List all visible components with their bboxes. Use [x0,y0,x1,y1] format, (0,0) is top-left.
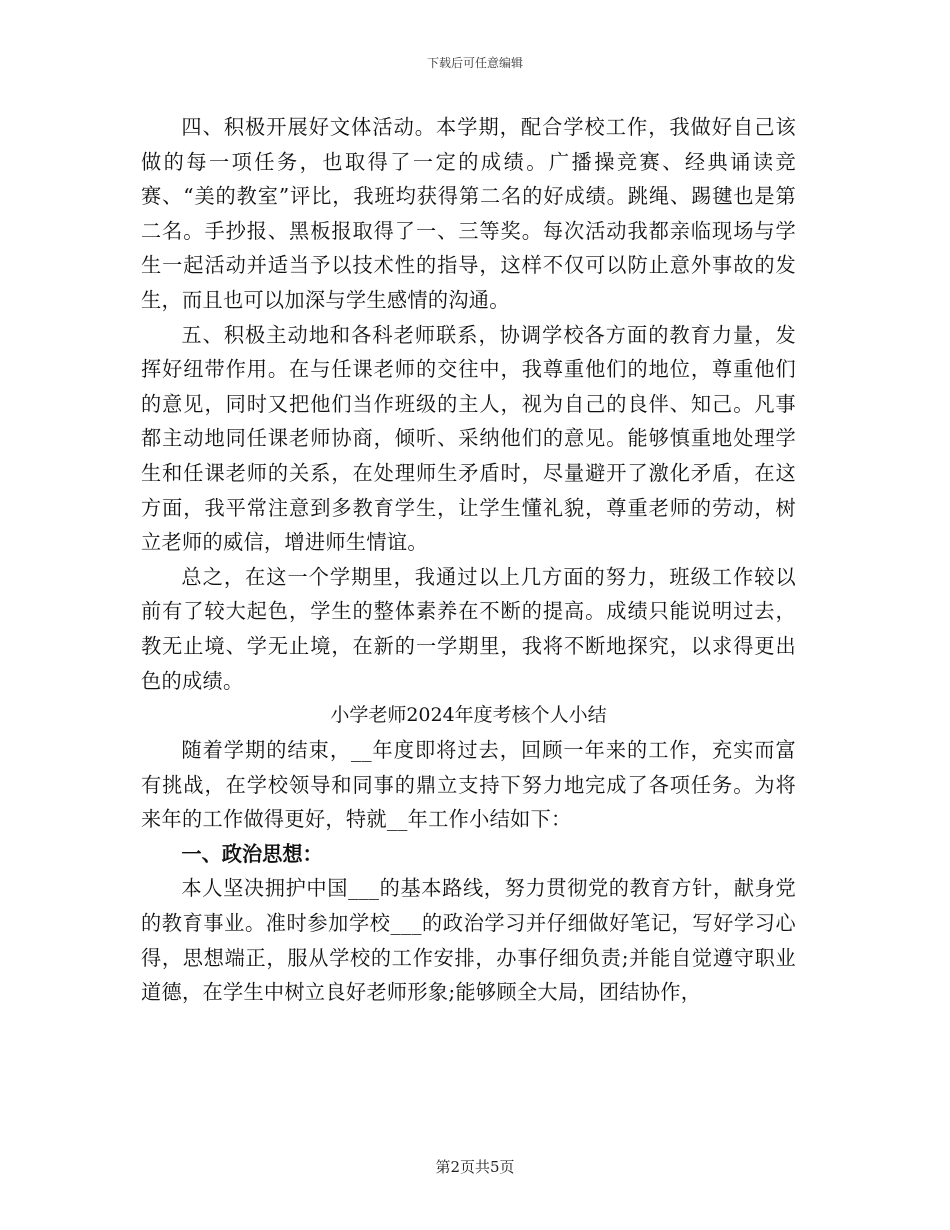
page-number-footer: 第2页共5页 [435,1158,515,1176]
section-title: 小学老师2024年度考核个人小结 [330,704,607,727]
paragraph-political-thought: 本人坚决拥护中国___的基本路线，努力贯彻党的教育方针，献身党的教育事业。准时参加学校___的政治学习并仔细做好笔记，写好学习心得，思想端正，服从学校的工作安排，办事仔细负责;并能自觉遵守职业道德，在学生中树立良好老师形象;能够顾全大局，团结协作， [141,876,796,1005]
paragraph-intro: 随着学期的结束，__年度即将过去，回顾一年来的工作，充实而富有挑战，在学校领导和同事的鼎立支持下努力地完成了各项任务。为将来年的工作做得更好，特就__年工作小结如下： [141,738,796,832]
heading-political-thought: 一、政治思想： [181,841,323,866]
document-body [141,110,796,1010]
paragraph-summary: 总之，在这一个学期里，我通过以上几方面的努力，班级工作较以前有了较大起色，学生的整体素养在不断的提高。成绩只能说明过去，教无止境、学无止境，在新的一学期里，我将不断地探究，以求得更出色的成绩。 [141,564,796,693]
paragraph-teacher-liaison: 五、积极主动地和各科老师联系，协调学校各方面的教育力量，发挥好纽带作用。在与任课老师的交往中，我尊重他们的地位，尊重他们的意见，同时又把他们当作班级的主人，视为自己的良伴、知己。凡事都主动地同任课老师协商，倾听、采纳他们的意见。能够慎重地处理学生和任课老师的关系，在处理师生矛盾时，尽量避开了激化矛盾，在这方面，我平常注意到多教育学生，让学生懂礼貌，尊重老师的劳动，树立老师的威信，增进师生情谊。 [141,322,796,555]
page-header-note: 下载后可任意编辑 [426,56,523,70]
paragraph-cultural-activities: 四、积极开展好文体活动。本学期，配合学校工作，我做好自己该做的每一项任务，也取得了一定的成绩。广播操竞赛、经典诵读竞赛、“美的教室”评比，我班均获得第二名的好成绩。跳绳、踢毽也是第二名。手抄报、黑板报取得了一、三等奖。每次活动我都亲临现场与学生一起活动并适当予以技术性的指导，这样不仅可以防止意外事故的发生，而且也可以加深与学生感情的沟通。 [141,115,796,312]
